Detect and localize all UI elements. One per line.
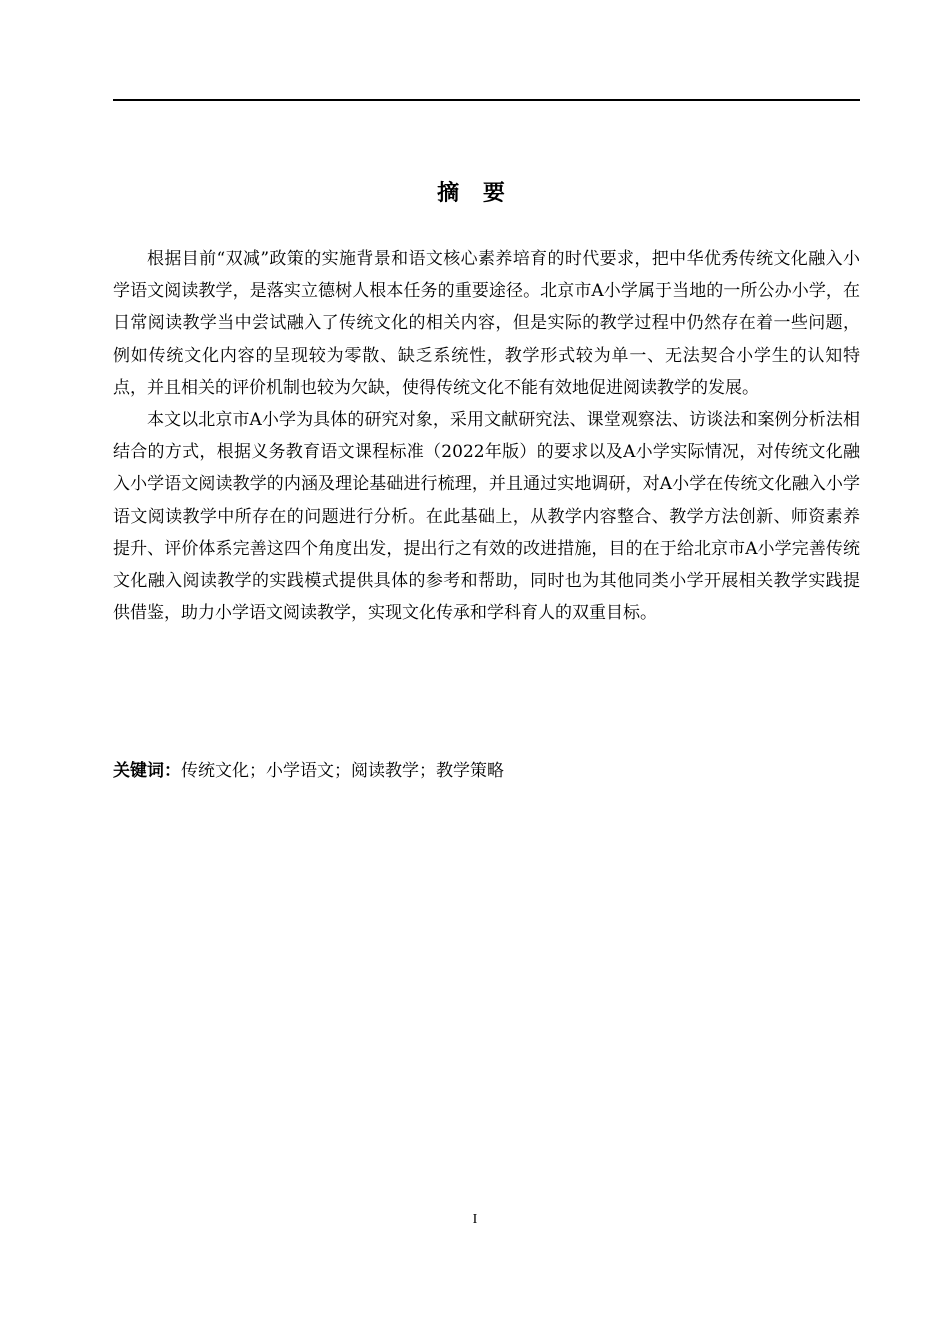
abstract-body [113, 243, 860, 629]
header-rule [113, 99, 860, 101]
keywords-text: 传统文化；小学语文；阅读教学；教学策略 [181, 761, 504, 781]
keywords-label: 关键词： [113, 761, 181, 781]
keywords-line [113, 756, 860, 786]
page-title: 摘 要 [437, 181, 513, 206]
page-number: I [472, 1212, 478, 1227]
abstract-paragraph-2: 本文以北京市A小学为具体的研究对象，采用文献研究法、课堂观察法、访谈法和案例分析法相结合的方式，根据义务教育语文课程标准（2022年版）的要求以及A小学实际情况，对传统文化融入小学语文阅读教学的内涵及理论基础进行梳理，并且通过实地调研，对A小学在传统文化融入小学语文阅读教学中所存在的问题进行分析。在此基础上，从教学内容整合、教学方法创新、师资素养提升、评价体系完善这四个角度出发，提出行之有效的改进措施，目的在于给北京市A小学完善传统文化融入阅读教学的实践模式提供具体的参考和帮助，同时也为其他同类小学开展相关教学实践提供借鉴，助力小学语文阅读教学，实现文化传承和学科育人的双重目标。 [113, 410, 860, 624]
abstract-paragraph-1: 根据目前“双减”政策的实施背景和语文核心素养培育的时代要求，把中华优秀传统文化融入小学语文阅读教学，是落实立德树人根本任务的重要途径。北京市A小学属于当地的一所公办小学，在日常阅读教学当中尝试融入了传统文化的相关内容，但是实际的教学过程中仍然存在着一些问题，例如传统文化内容的呈现较为零散、缺乏系统性，教学形式较为单一、无法契合小学生的认知特点，并且相关的评价机制也较为欠缺，使得传统文化不能有效地促进阅读教学的发展。 [113, 249, 860, 398]
